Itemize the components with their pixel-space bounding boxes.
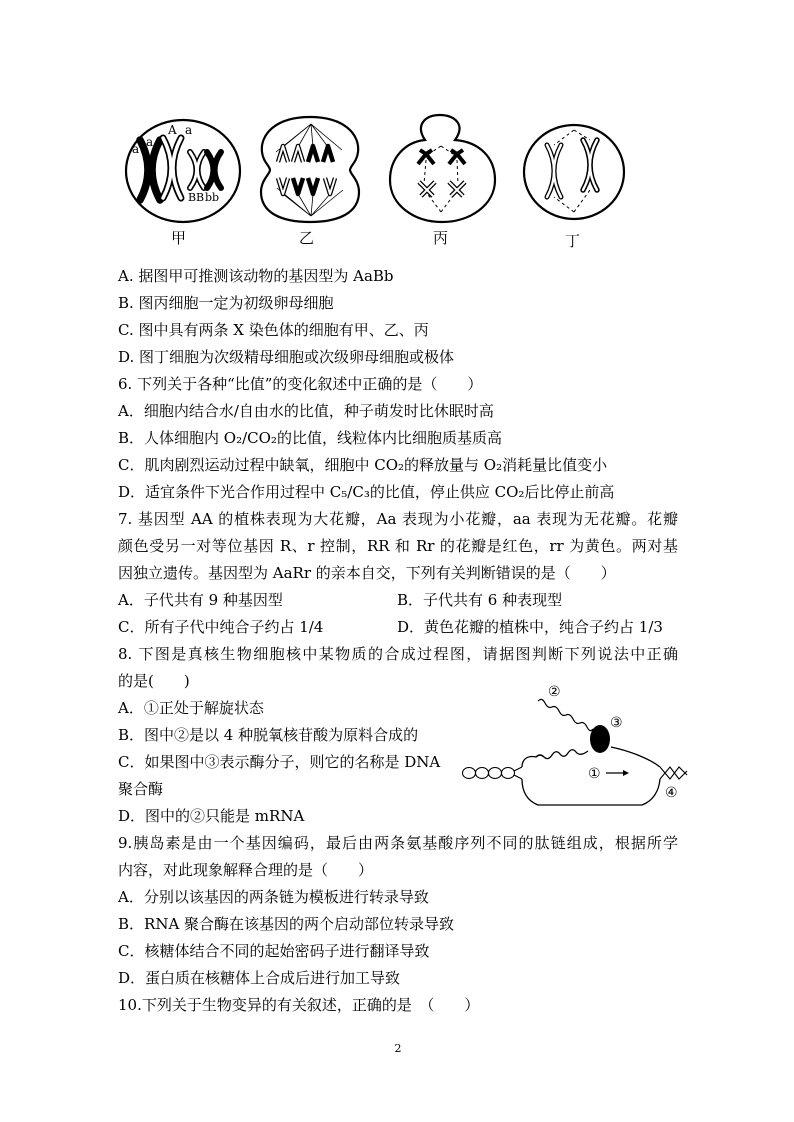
q8-stem-line: 的是( ) — [118, 672, 190, 690]
cell-membrane — [524, 125, 624, 219]
gene-label: a — [185, 123, 193, 137]
q5-option-a: A. 据图甲可推测该动物的基因型为 AaBb — [118, 267, 394, 285]
caption-jia: 甲 — [171, 229, 187, 247]
q7-option-a: A．子代共有 9 种基因型 — [118, 591, 283, 609]
label-1: ① — [588, 766, 601, 782]
q5-option-b: B. 图丙细胞一定为初级卵母细胞 — [118, 294, 334, 312]
page-number: 2 — [394, 1042, 402, 1055]
chromosome — [190, 152, 204, 188]
chromosome — [278, 146, 288, 162]
q9-option-d: D．蛋白质在核糖体上合成后进行加工导致 — [118, 969, 401, 987]
q8-option-a: A．①正处于解旋状态 — [118, 699, 264, 717]
q7-stem-line: 颜色受另一对等位基因 R、r 控制，RR 和 Rr 的花瓣是红色，rr 为黄色。两对基 — [118, 537, 678, 555]
chromosome — [293, 146, 303, 162]
chromosome — [308, 178, 318, 194]
gene-label: b — [205, 191, 213, 204]
cell-membrane — [261, 117, 359, 222]
q7-option-row — [118, 587, 678, 614]
chromosome — [325, 178, 335, 194]
chromosome — [140, 140, 160, 200]
q6-option-d: D．适宜条件下光合作用过程中 C₅/C₃的比值，停止供应 CO₂后比停止前高 — [118, 483, 615, 501]
cell-yi — [261, 117, 359, 222]
q8-option-b: B．图中②是以 4 种脱氧核苷酸为原料合成的 — [118, 726, 419, 744]
gene-label: A — [168, 123, 177, 137]
label-3: ③ — [610, 715, 623, 731]
chromosome — [449, 182, 465, 196]
q8-stem-line: 8. 下图是真核生物细胞核中某物质的合成过程图，请据图判断下列说法中正确 — [118, 645, 678, 663]
caption-bing: 丙 — [433, 229, 449, 247]
gene-label: B — [188, 191, 197, 204]
q9-stem-line: 内容，对此现象解释合理的是（ ） — [118, 861, 374, 879]
question-text — [118, 263, 678, 1019]
caption-yi: 乙 — [299, 229, 315, 247]
q7-stem-line: 因独立遗传。基因型为 AaRr 的亲本自交，下列有关判断错误的是（ ） — [118, 564, 616, 582]
q6-stem: 6. 下列关于各种“比值”的变化叙述中正确的是（ ） — [118, 375, 483, 393]
chromosome — [308, 146, 318, 162]
q8-option-c: C．如果图中③表示酶分子，则它的名称是 DNA — [118, 753, 441, 771]
label-2: ② — [548, 684, 561, 700]
q6-option-a: A．细胞内结合水/自由水的比值，种子萌发时比休眠时高 — [118, 402, 494, 420]
q6-option-b: B．人体细胞内 O₂/CO₂的比值，线粒体内比细胞质基质高 — [118, 429, 502, 447]
q7-stem-line: 7. 基因型 AA 的植株表现为大花瓣，Aa 表现为小花瓣，aa 表现为无花瓣。花瓣 — [118, 510, 678, 528]
q5-option-d: D. 图丁细胞为次级精母细胞或次级卵母细胞或极体 — [118, 348, 455, 366]
cell-bing — [390, 115, 495, 222]
cell-division-figure — [0, 0, 794, 260]
caption-ding: 丁 — [565, 232, 581, 250]
chromosome — [207, 152, 221, 188]
chromosome — [293, 178, 303, 194]
q9-option-c: C．核糖体结合不同的起始密码子进行翻译导致 — [118, 942, 430, 960]
q7-option-d: D．黄色花瓣的植株中，纯合子约占 1/3 — [397, 618, 663, 636]
gene-label: a — [146, 135, 154, 149]
chromosome — [419, 182, 435, 196]
q7-option-b: B．子代共有 6 种表现型 — [397, 591, 563, 609]
q9-stem-line: 9.胰岛素是由一个基因编码，最后由两条氨基酸序列不同的肽链组成，根据所学 — [118, 834, 678, 852]
q8-option-c-cont: 聚合酶 — [118, 780, 164, 798]
q8-option-d: D．图中的②只能是 mRNA — [118, 807, 305, 825]
q5-option-c: C. 图中具有两条 X 染色体的细胞有甲、乙、丙 — [118, 321, 429, 339]
cell-ding — [524, 125, 624, 219]
chromosome — [278, 178, 288, 194]
spindle — [276, 124, 343, 216]
q7-option-c: C．所有子代中纯合子约占 1/4 — [118, 618, 324, 636]
q9-option-a: A．分别以该基因的两条链为模板进行转录导致 — [118, 888, 429, 906]
chromosome — [547, 145, 561, 197]
cell-membrane — [390, 115, 495, 222]
q7-option-row — [118, 614, 678, 641]
label-4: ④ — [665, 785, 678, 801]
q9-option-b: B．RNA 聚合酶在该基因的两个启动部位转录导致 — [118, 915, 455, 933]
gene-label: a — [132, 142, 140, 156]
q10-stem: 10.下列关于生物变异的有关叙述，正确的是 （ ） — [118, 996, 480, 1014]
gene-label: b — [212, 191, 220, 204]
chromosome — [163, 138, 181, 198]
q6-option-c: C．肌肉剧烈运动过程中缺氧，细胞中 CO₂的释放量与 O₂消耗量比值变小 — [118, 456, 608, 474]
chromosome — [323, 146, 333, 162]
cell-jia — [126, 120, 240, 222]
chromosome — [583, 140, 597, 190]
gene-label: B — [196, 191, 205, 204]
